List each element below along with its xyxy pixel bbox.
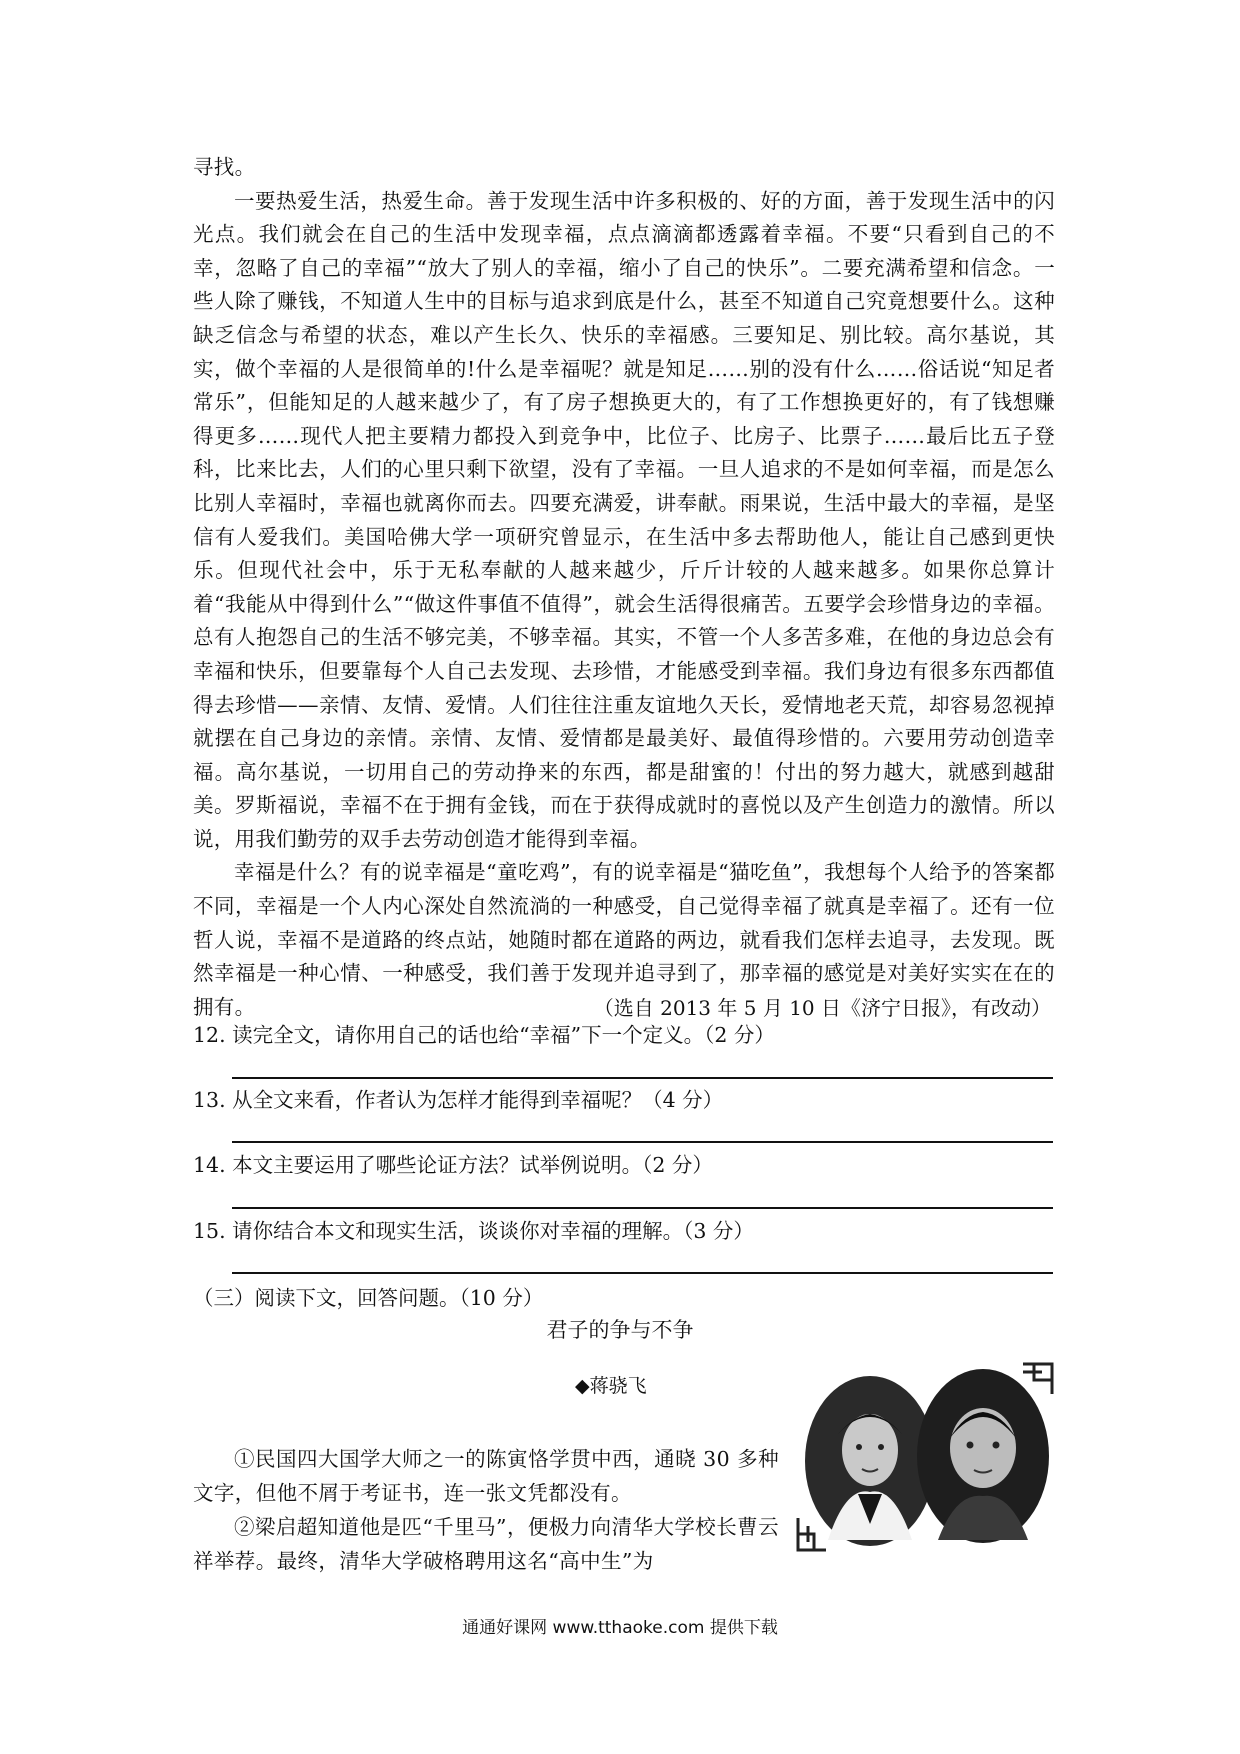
section-heading: （三）阅读下文，回答问题。（10 分） <box>193 1286 544 1310</box>
article-author: ◆蒋骁飞 <box>575 1375 647 1397</box>
question-13: 13. 从全文来看，作者认为怎样才能得到幸福呢？（4 分） <box>193 1088 724 1112</box>
footer-download-notice: 通通好课网 www.tthaoke.com 提供下载 <box>462 1618 778 1638</box>
portrait-photo <box>790 1356 1060 1558</box>
article-body <box>193 1442 779 1578</box>
article-title: 君子的争与不争 <box>546 1318 694 1342</box>
answer-line-13[interactable] <box>232 1141 1053 1143</box>
answer-line-15[interactable] <box>232 1272 1053 1274</box>
question-15: 15. 请你结合本文和现实生活，谈谈你对幸福的理解。（3 分） <box>193 1219 754 1243</box>
continuation-text: 寻找。 <box>193 155 256 179</box>
answer-line-12[interactable] <box>232 1077 1053 1079</box>
essay-paragraph-conclusion: 幸福是什么？有的说幸福是“童吃鸡”，有的说幸福是“猫吃鱼”，我想每个人给予的答案都不同，幸福是一个人内心深处自然流淌的一种感受，自己觉得幸福了就真是幸福了。还有一位哲人说，幸福不是道路的终点站，她随时都在道路的两边，就看我们怎样去追寻，去发现。既然幸福是一种心情、一种感受，我们善于发现并追寻到了，那幸福的感觉是对美好实实在在的拥有。 <box>193 860 1055 1019</box>
question-12: 12. 读完全文，请你用自己的话也给“幸福”下一个定义。（2 分） <box>193 1023 775 1047</box>
question-14: 14. 本文主要运用了哪些论证方法？试举例说明。（2 分） <box>193 1153 713 1177</box>
essay-paragraph-methods: 一要热爱生活，热爱生命。善于发现生活中许多积极的、好的方面，善于发现生活中的闪光点。我们就会在自己的生活中发现幸福，点点滴滴都透露着幸福。不要“只看到自己的不幸，忽略了自己的幸福”“放大了别人的幸福，缩小了自己的快乐”。二要充满希望和信念。一些人除了赚钱，不知道人生中的目标与追求到底是什么，甚至不知道自己究竟想要什么。这种缺乏信念与希望的状态，难以产生长久、快乐的幸福感。三要知足、别比较。高尔基说，其实，做个幸福的人是很简单的!什么是幸福呢？就是知足……别的没有什么……俗话说“知足者常乐”，但能知足的人越来越少了，有了房子想换更大的，有了工作想换更好的，有了钱想赚得更多……现代人把主要精力都投入到竞争中，比位子、比房子、比票子……最后比五子登科，比来比去，人们的心里只剩下欲望，没有了幸福。一旦人追求的不是如何幸福，而是怎么比别人幸福时，幸福也就离你而去。四要充满爱，讲奉献。雨果说，生活中最大的幸福，是坚信有人爱我们。美国哈佛大学一项研究曾显示，在生活中多去帮助他人，能让自己感到更快乐。但现代社会中，乐于无私奉献的人越来越少，斤斤计较的人越来越多。如果你总算计着“我能从中得到什么”“做这件事值不值得”，就会生活得很痛苦。五要学会珍惜身边的幸福。总有人抱怨自己的生活不够完美，不够幸福。其实，不管一个人多苦多难，在他的身边总会有幸福和快乐，但要靠每个人自己去发现、去珍惜，才能感受到幸福。我们身边有很多东西都值得去珍惜——亲情、友情、爱情。人们往往注重友谊地久天长，爱情地老天荒，却容易忽视掉就摆在自己身边的亲情。亲情、友情、爱情都是最美好、最值得珍惜的。六要用劳动创造幸福。高尔基说，一切用自己的劳动挣来的东西，都是甜蜜的！付出的努力越大，就感到越甜美。罗斯福说，幸福不在于拥有金钱，而在于获得成就时的喜悦以及产生创造力的激情。所以说，用我们勤劳的双手去劳动创造才能得到幸福。 <box>193 188 1055 851</box>
essay-body <box>193 151 1055 1024</box>
article-paragraph-1: ①民国四大国学大师之一的陈寅恪学贯中西，通晓 30 多种文字，但他不屑于考证书，连一张文凭都没有。 <box>193 1447 779 1505</box>
source-citation: （选自 2013 年 5 月 10 日《济宁日报》，有改动） <box>593 996 1051 1020</box>
answer-line-14[interactable] <box>232 1207 1053 1209</box>
article-paragraph-2: ②梁启超知道他是匹“千里马”，便极力向清华大学校长曹云祥举荐。最终，清华大学破格聘用这名“高中生”为 <box>193 1515 779 1573</box>
